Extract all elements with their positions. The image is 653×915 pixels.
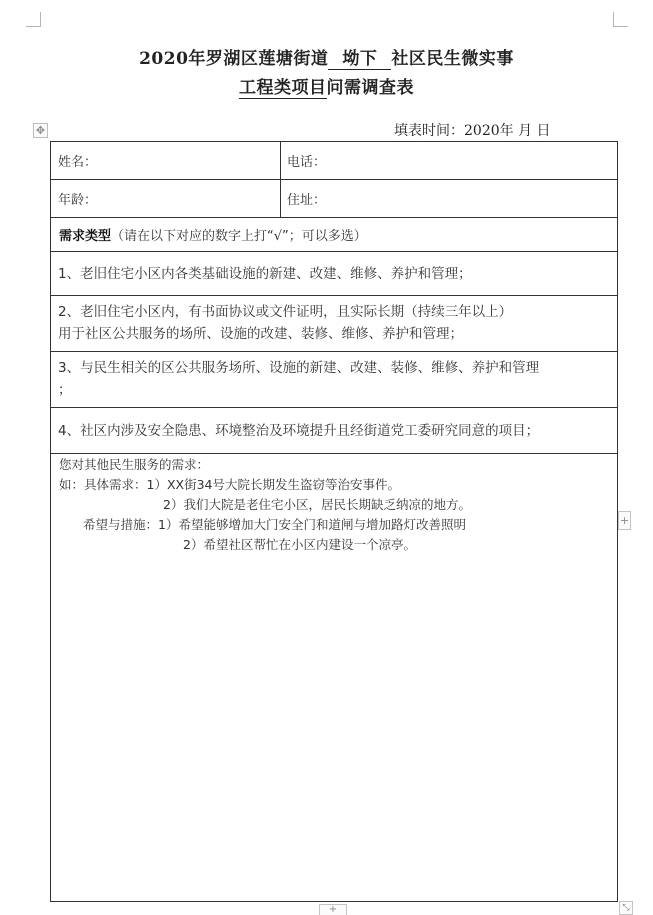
name-label: 姓名： — [58, 155, 98, 170]
table-row-option-3 — [51, 352, 617, 408]
example-line-3: 希望与措施：1）希望能够增加大门安全门和道闸与增加路灯改善照明 — [83, 517, 466, 532]
page-corner-top-left — [26, 12, 41, 27]
column-divider — [280, 142, 281, 179]
plus-icon: + — [328, 904, 338, 915]
option-2-text-line1: 2、老旧住宅小区内，有书面协议或文件证明，且实际长期（持续三年以上） — [58, 304, 513, 320]
column-divider — [280, 180, 281, 217]
survey-table — [50, 141, 618, 902]
needs-type-instruction: （请在以下对应的数字上打“√”；可以多选） — [111, 229, 367, 244]
other-needs-area[interactable] — [59, 455, 611, 555]
address-label: 住址： — [287, 193, 327, 208]
title-survey-name: 问需调查表 — [326, 78, 414, 98]
option-3-text-line2: ； — [58, 382, 72, 398]
needs-type-title: 需求类型 — [59, 229, 112, 244]
option-1-text: 1、老旧住宅小区内各类基础设施的新建、改建、维修、养护和管理； — [58, 266, 472, 282]
title-suffix: 社区民生微实事 — [391, 49, 514, 69]
needs-type-heading — [59, 225, 367, 244]
title-prefix: 2020年罗湖区莲塘街道 — [139, 49, 329, 69]
table-resize-handle[interactable] — [619, 901, 633, 915]
option-3-text-line1: 3、与民生相关的区公共服务场所、设施的新建、改建、装修、维修、养护和管理 — [58, 360, 540, 376]
needs-option-3[interactable] — [58, 357, 611, 401]
page-corner-top-right — [613, 12, 628, 27]
table-move-handle[interactable] — [33, 123, 48, 138]
table-row-option-1 — [51, 252, 617, 296]
table-row-age-address — [51, 180, 617, 218]
move-icon: ✥ — [35, 124, 46, 137]
table-row-name-phone — [51, 142, 617, 180]
example-line-4: 2）希望社区帮忙在小区内建设一个凉亭。 — [183, 537, 416, 552]
table-row-option-4 — [51, 408, 617, 454]
phone-label: 电话： — [287, 155, 327, 170]
title-project-type: 工程类项目 — [239, 78, 327, 98]
table-row-option-2 — [51, 296, 617, 352]
needs-option-4[interactable] — [58, 420, 611, 442]
table-row-needs-heading — [51, 218, 617, 252]
add-column-button[interactable] — [618, 511, 631, 530]
resize-icon: ⤡ — [622, 903, 630, 913]
option-4-text: 4、社区内涉及安全隐患、环境整治及环境提升且经街道党工委研究同意的项目； — [58, 423, 540, 439]
needs-option-1[interactable] — [58, 263, 611, 285]
document-title-line1 — [0, 44, 653, 70]
example-line-1: 如：具体需求：1）XX街34号大院长期发生盗窃等治安事件。 — [59, 477, 400, 492]
document-title-line2 — [0, 73, 653, 98]
needs-option-2[interactable] — [58, 301, 611, 345]
example-line-2: 2）我们大院是老住宅小区，居民长期缺乏纳凉的地方。 — [163, 497, 471, 512]
plus-icon: + — [619, 514, 630, 527]
other-needs-label: 您对其他民生服务的需求： — [59, 457, 210, 472]
add-row-button[interactable] — [319, 904, 347, 915]
option-2-text-line2: 用于社区公共服务的场所、设施的改建、装修、维修、养护和管理； — [58, 326, 463, 342]
fill-date-label: 填表时间：2020年 月 日 — [394, 123, 551, 139]
age-label: 年龄： — [58, 193, 98, 208]
title-community-blank: 坳下 — [328, 44, 391, 70]
